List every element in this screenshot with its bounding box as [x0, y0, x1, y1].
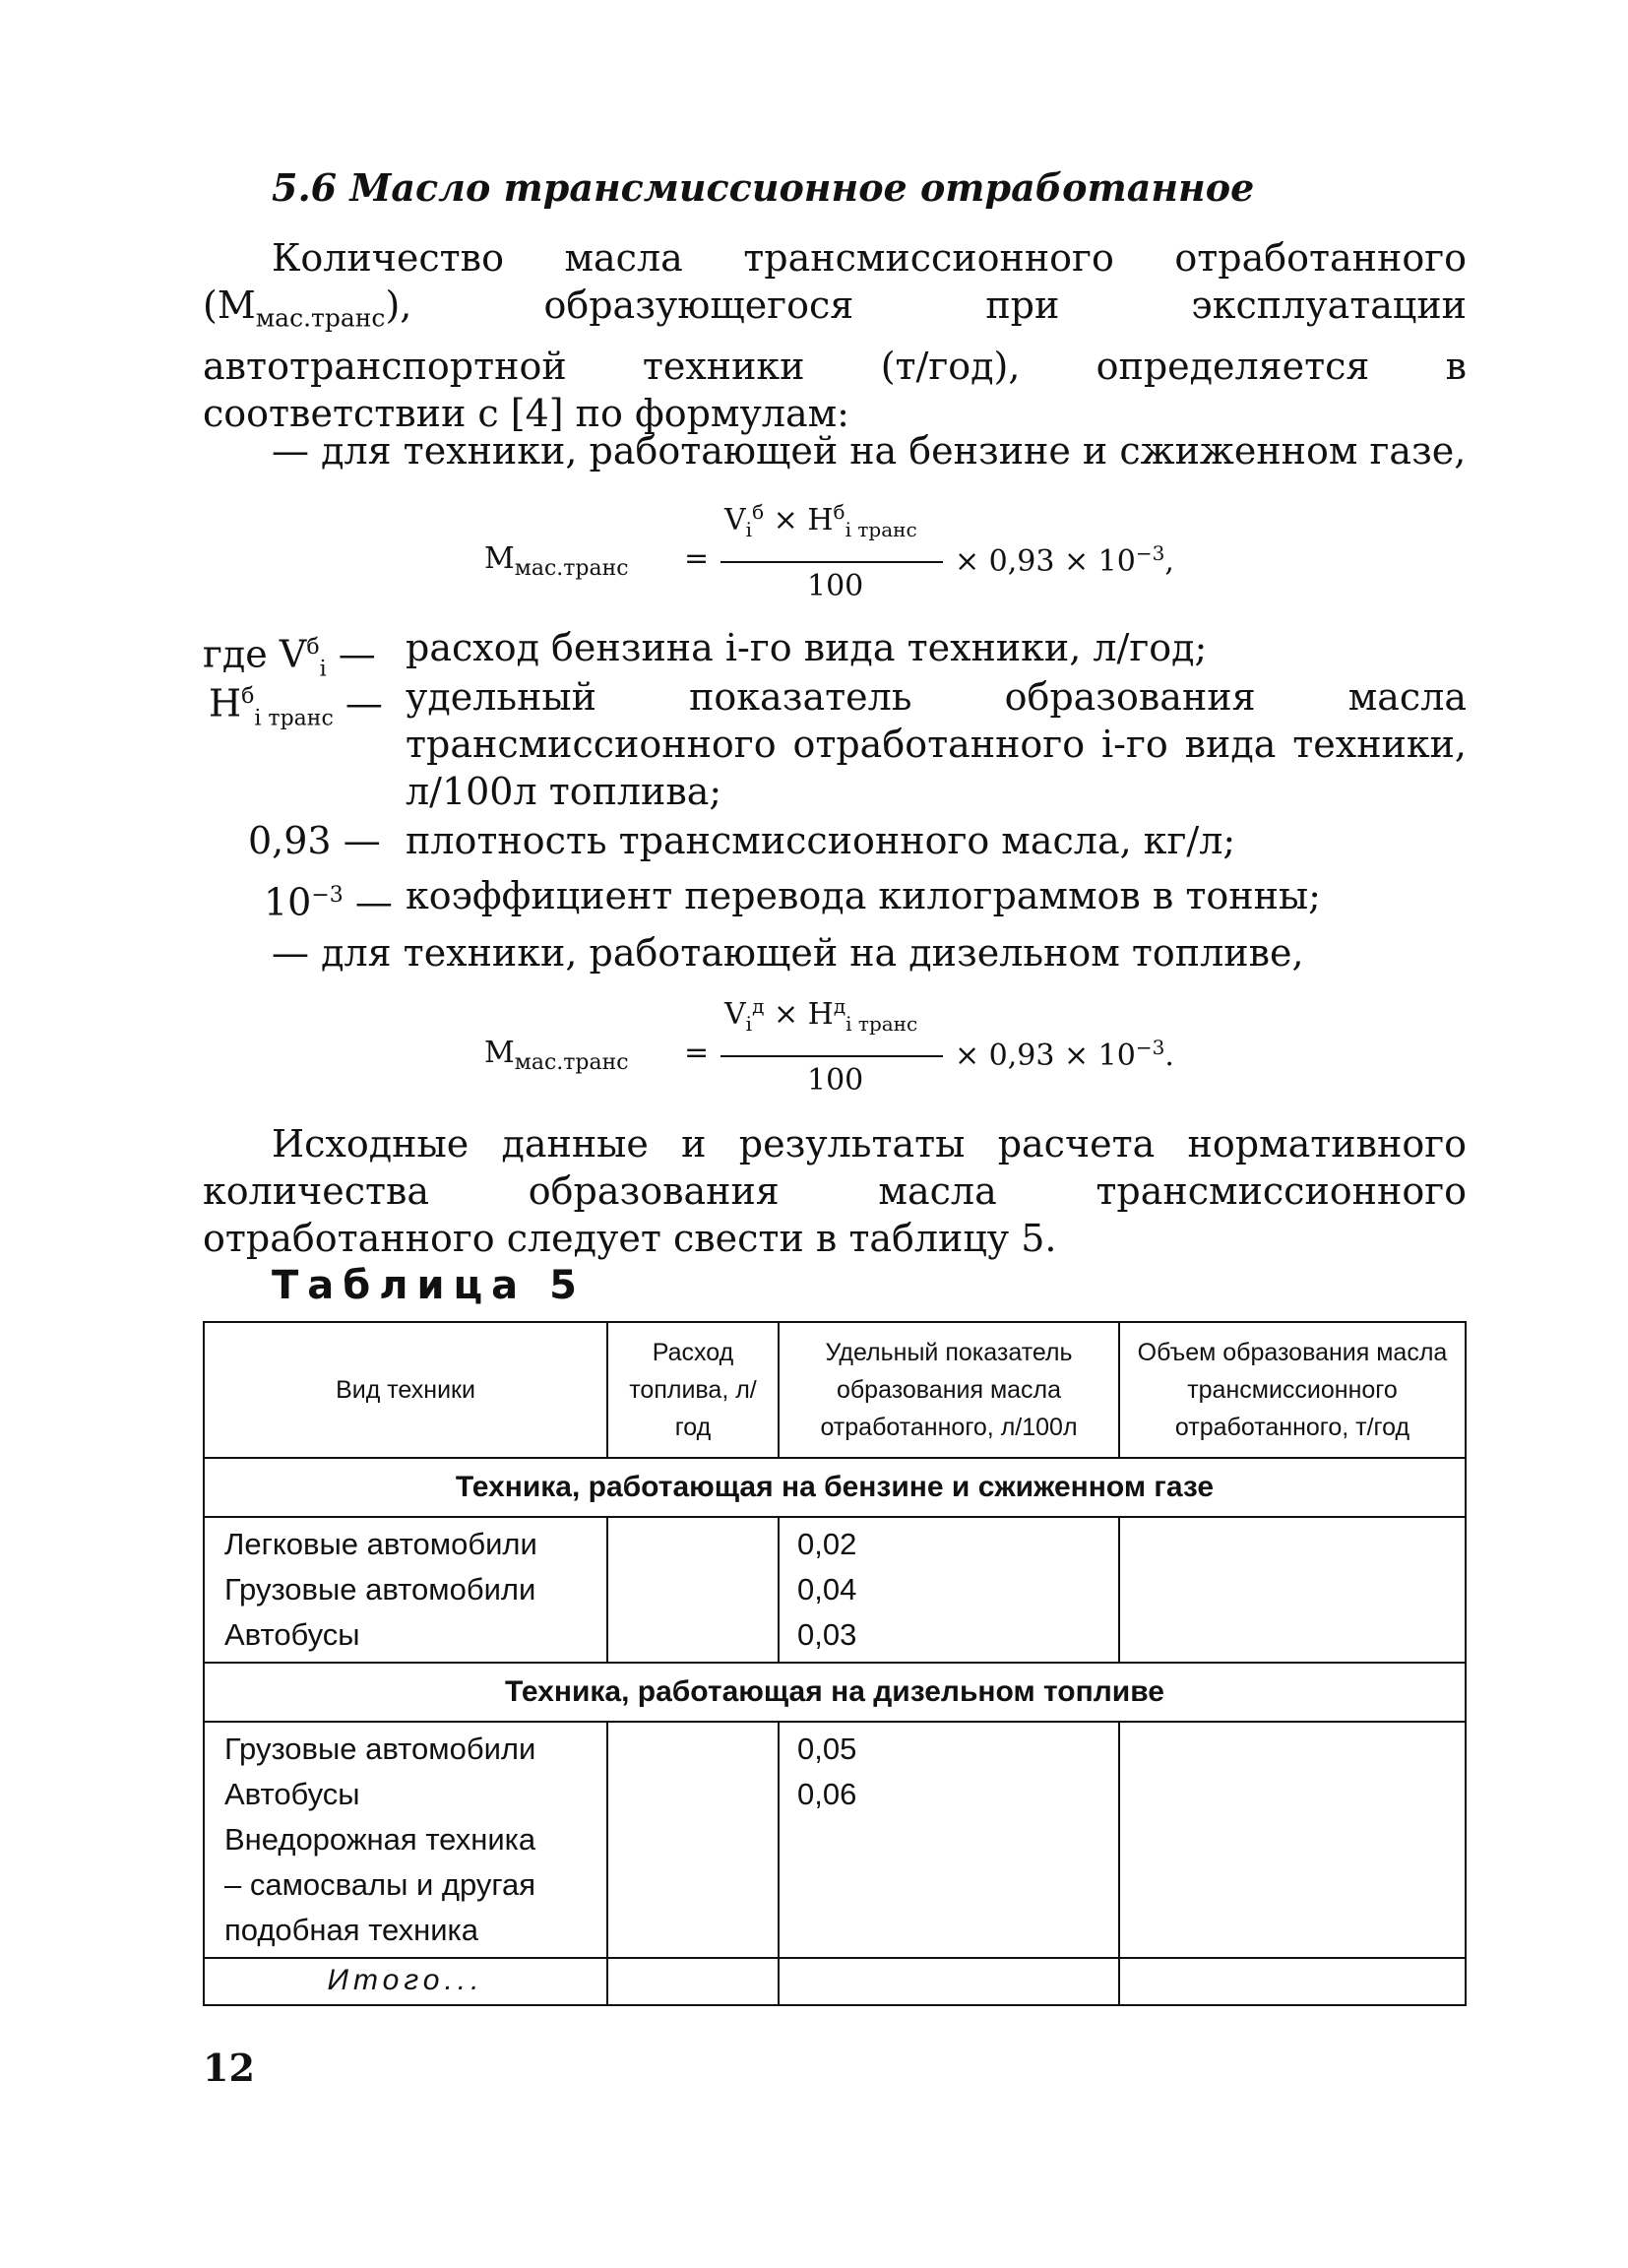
- section-title: Техника, работающая на дизельном топливе: [204, 1663, 1466, 1722]
- def-text-density: плотность трансмиссионного масла, кг/л;: [406, 819, 1236, 862]
- table-header-row: [204, 1322, 1466, 1458]
- section-row: [204, 1458, 1466, 1517]
- oil-index-cell: [779, 1722, 1119, 1958]
- def-text-coefficient: коэффициент перевода килограммов в тонны;: [406, 874, 1321, 917]
- formula-diesel: $М_{мас.транс}$ = $V_i^д \times Н^д_{i транс}$ 100 × $0,93 \times 10^{-3}$.: [484, 994, 1174, 1098]
- vehicle-name: Легковые автомобили: [224, 1527, 537, 1561]
- oil-index-value: 0,04: [797, 1572, 857, 1606]
- total-cell: [607, 1958, 779, 2005]
- header-cell: Удельный показатель образования масла отработанного, л/100л: [779, 1322, 1119, 1458]
- vehicle-name: Грузовые автомобили: [224, 1572, 536, 1606]
- table-caption: Таблица 5: [272, 1263, 586, 1308]
- def-text-h: удельный показатель образования масла трансмиссионного отработанного i-го вида техники, л/100л топлива;: [406, 675, 1467, 813]
- vehicle-names-cell: [204, 1517, 607, 1663]
- vehicle-names-cell: [204, 1722, 607, 1958]
- oil-index-value: 0,06: [797, 1777, 857, 1811]
- fuel-consumption-cell: [607, 1517, 779, 1663]
- intro-paragraph: Количество масла трансмиссионного отработанного $(М_{мас.транс})$, образующегося при эксплуатации автотранспортной техники (т/год), определяется в соответствии с [4] по формулам:: [203, 236, 1467, 435]
- header-cell: Расход топлива, л/год: [607, 1322, 779, 1458]
- oil-volume-cell: [1119, 1722, 1466, 1958]
- case-diesel-line: — для техники, работающей на дизельном топливе,: [272, 931, 1304, 975]
- def-row-density: 0,93 —: [248, 819, 381, 862]
- total-row: [204, 1958, 1466, 2005]
- page-number: 12: [203, 2046, 255, 2090]
- formula-petrol: $М_{мас.транс}$ = $V_i^б \times Н^б_{i транс}$ 100 × $0,93 \times 10^{-3}$,: [484, 500, 1174, 603]
- def-row-v: где $V^б_i$ —: [203, 632, 376, 682]
- fuel-consumption-cell: [607, 1722, 779, 1958]
- table-row: [204, 1722, 1466, 1958]
- def-text-v: расход бензина i-го вида техники, л/год;: [406, 626, 1208, 669]
- section-heading: 5.6 Масло трансмиссионное отработанное: [272, 165, 1255, 210]
- data-table: [203, 1321, 1467, 2006]
- section-title: Техника, работающая на бензине и сжиженном газе: [204, 1458, 1466, 1517]
- vehicle-name: Автобусы: [224, 1777, 360, 1811]
- section-row: [204, 1663, 1466, 1722]
- vehicle-name: Автобусы: [224, 1617, 360, 1652]
- vehicle-name: Грузовые автомобили: [224, 1732, 536, 1766]
- header-cell: Объем образования масла трансмиссионного отработанного, т/год: [1119, 1322, 1466, 1458]
- oil-index-value: 0,02: [797, 1527, 857, 1561]
- def-row-h: $Н^б_{i транс}$ —: [209, 681, 383, 731]
- total-label: Итого...: [204, 1958, 607, 2005]
- oil-volume-cell: [1119, 1517, 1466, 1663]
- total-cell: [779, 1958, 1119, 2005]
- vehicle-name: Внедорожная техника – самосвалы и другая подобная техника: [224, 1822, 536, 1947]
- case-petrol-line: — для техники, работающей на бензине и сжиженном газе,: [272, 429, 1467, 472]
- header-cell: Вид техники: [204, 1322, 607, 1458]
- def-row-coefficient: $10^{-3}$ —: [264, 880, 393, 924]
- total-cell: [1119, 1958, 1466, 2005]
- oil-index-value: 0,03: [797, 1617, 857, 1652]
- conclusion-paragraph: Исходные данные и результаты расчета нормативного количества образования масла трансмиссионного отработанного следует свести в таблицу 5.: [203, 1122, 1467, 1260]
- oil-index-cell: [779, 1517, 1119, 1663]
- oil-index-value: 0,05: [797, 1732, 857, 1766]
- table-row: [204, 1517, 1466, 1663]
